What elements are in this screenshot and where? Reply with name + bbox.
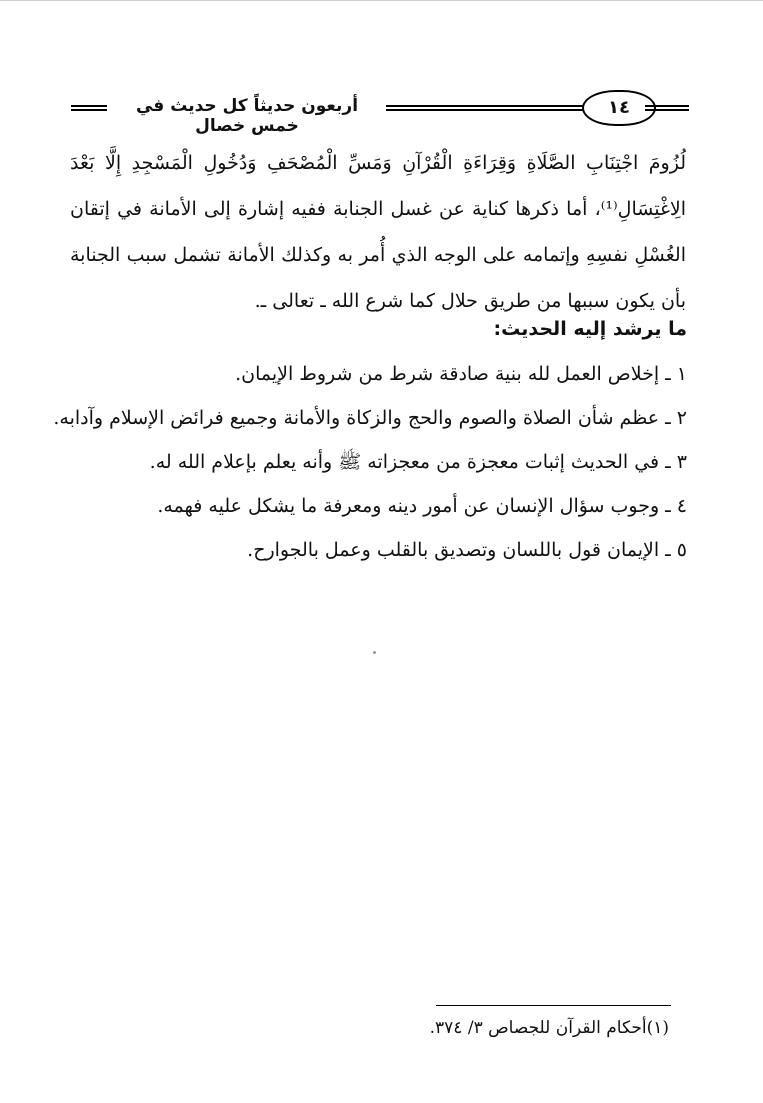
page-number: ١٤: [582, 90, 656, 126]
body-line: الغُسْلِ نفسِهِ وإتمامه على الوجه الذي أُمر به وكذلك الأمانة تشمل سبب الجنابة: [70, 244, 686, 266]
scan-speck: [373, 651, 376, 654]
body-line: الِاغْتِسَالِ⁽¹⁾، أما ذكرها كناية عن غسل الجنابة ففيه إشارة إلى الأمانة في إتقان: [70, 198, 686, 220]
body-paragraph: [70, 140, 686, 324]
page-header: [68, 90, 690, 136]
body-line: بأن يكون سببها من طريق حلال كما شرع الله ـ تعالى ـ.: [254, 290, 686, 312]
footnote-separator: [436, 1005, 671, 1006]
footnote: (١)أحكام القرآن للجصاص ٣/ ٣٧٤.: [429, 1018, 669, 1038]
header-rule-middle: [386, 105, 588, 111]
header-rule-right: [645, 105, 689, 111]
section-heading: ما يرشد إليه الحديث:: [493, 318, 687, 340]
list-item: ٢ ـ عظم شأن الصلاة والصوم والحج والزكاة والأمانة وجميع فرائض الإسلام وآدابه.: [53, 407, 687, 429]
guidance-list: [53, 354, 687, 574]
list-item: ٣ ـ في الحديث إثبات معجزة من معجزاته ﷺ وأنه يعلم بإعلام الله له.: [149, 451, 687, 473]
header-rule-left: [71, 105, 107, 111]
body-line: لُزُومَ اجْتِنَابِ الصَّلَاةِ وَقِرَاءَةِ الْقُرْآنِ وَمَسِّ الْمُصْحَفِ وَدُخُولِ الْمَسْجِدِ إِلَّا بَعْدَ: [70, 152, 686, 174]
running-title: أربعون حديثاً كل حديث في خمس خصال: [135, 96, 359, 136]
list-item: ١ ـ إخلاص العمل لله بنية صادقة شرط من شروط الإيمان.: [235, 363, 687, 385]
list-item: ٥ ـ الإيمان قول باللسان وتصديق بالقلب وعمل بالجوارح.: [247, 539, 687, 561]
list-item: ٤ ـ وجوب سؤال الإنسان عن أمور دينه ومعرفة ما يشكل عليه فهمه.: [157, 495, 687, 517]
top-border-line: [0, 0, 763, 1]
